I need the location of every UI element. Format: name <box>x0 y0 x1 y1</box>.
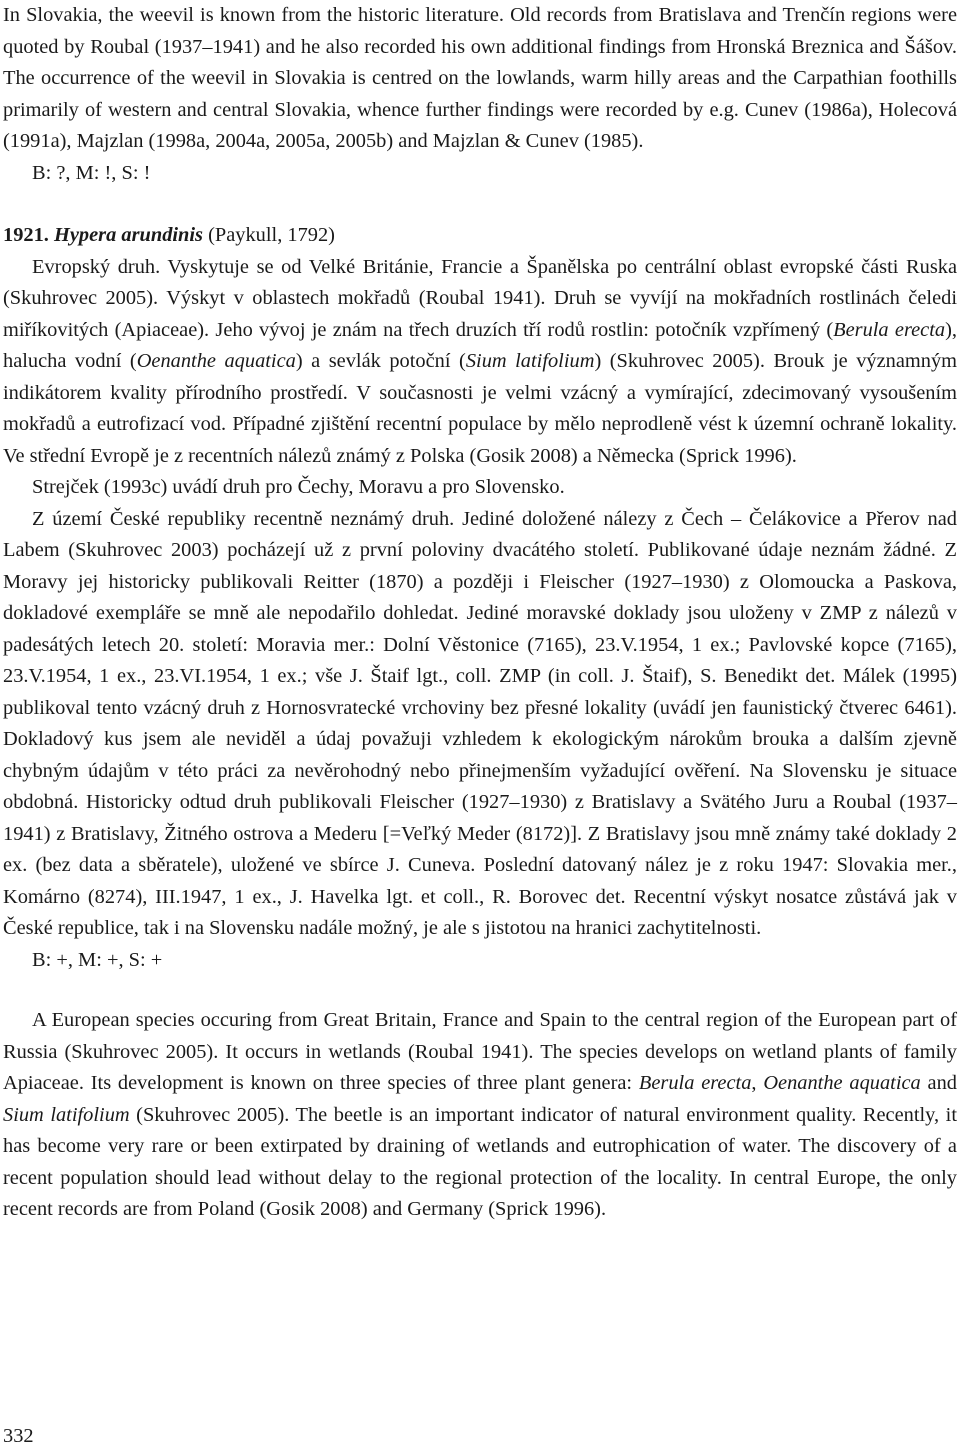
czech-distribution-codes: B: +, M: +, S: + <box>32 948 163 971</box>
species-number: 1921. <box>3 224 49 246</box>
intro-paragraph: In Slovakia, the weevil is known from the historic literature. Old records from Bratislava and Trenčín regions were quoted by Roubal (1937–1941) and he also recorded his own additional findings from Hronská Breznica and Šášov. The occurrence of the weevil in Slovakia is centred on the lowlands, warm hilly areas and the Carpathian foothills primarily of western and central Slovakia, whence further findings were recorded by e.g. Cunev (1986a), Holecová (1991a), Majzlan (1998a, 2004a, 2005a, 2005b) and Majzlan & Cunev (1985). <box>3 4 957 152</box>
czech-paragraph-1: Evropský druh. Vyskytuje se od Velké Británie, Francie a Španělska po centrální oblast evropské části Ruska (Skuhrovec 2005). Výskyt v oblastech mokřadů (Roubal 1941). Druh se vyvíjí na mokřadních rostlinách čeledi miříkovitých (Apiaceae). Jeho vývoj je znám na třech druzích tří rodů rostlin: potočník vzpřímený (Berula erecta), halucha vodní (Oenanthe aquatica) a sevlák potoční (Sium latifolium) (Skuhrovec 2005). Brouk je významným indikátorem kvality přírodního prostředí. V současnosti je velmi vzácný a vymírající, zdecimovaný vysoušením mokřadů a eutrofizací vod. Případné zjištění recentní populace by mělo neprodleně vést k územní ochraně lokality. Ve střední Evropě je z recentních nálezů známý z Polska (Gosik 2008) a Německa (Sprick 1996). <box>3 255 957 467</box>
intro-distribution-codes: B: ?, M: !, S: ! <box>32 161 151 184</box>
species-heading <box>3 220 957 252</box>
taxon-berula-en: Berula erecta <box>638 1072 752 1094</box>
taxon-sium: Sium latifolium <box>465 350 595 372</box>
page-number: 332 <box>3 1425 34 1447</box>
species-author: (Paykull, 1792) <box>208 224 335 246</box>
taxon-oenanthe: Oenanthe aquatica <box>136 350 296 372</box>
page-body <box>3 0 957 1226</box>
taxon-sium-en: Sium latifolium <box>3 1103 130 1126</box>
species-name: Hypera arundinis <box>54 224 203 246</box>
taxon-berula: Berula erecta <box>833 318 946 341</box>
english-summary: A European species occuring from Great Britain, France and Spain to the central region of the European part of Russia (Skuhrovec 2005). It occurs in wetlands (Roubal 1941). The species develops on wetland plants of family Apiaceae. Its development is known on three species of three plant genera: Berula erecta, Oenanthe aquatica and Sium latifolium (Skuhrovec 2005). The beetle is an important indicator of natural environment quality. Recently, it has become very rare or been extirpated by draining of wetlands and eutrophication of water. The discovery of a recent population should lead without delay to the regional protection of the locality. In central Europe, the only recent records are from Poland (Gosik 2008) and Germany (Sprick 1996). <box>3 1009 958 1220</box>
czech-paragraph-2: Strejček (1993c) uvádí druh pro Čechy, Moravu a pro Slovensko. <box>32 476 565 498</box>
czech-paragraph-3: Z území České republiky recentně neznámý druh. Jediné doložené nálezy z Čech – Čelákovice a Přerov nad Labem (Skuhrovec 2003) pocházejí už z první poloviny dvacátého století. Publikované údaje neznám žádné. Z Moravy jej historicky publikovali Reitter (1870) a později i Fleischer (1927–1930) z Olomoucka a Paskova, dokladové exempláře se mně ale nepodařilo dohledat. Jediné moravské doklady jsou uloženy v ZMP z nálezů v padesátých letech 20. století: Moravia mer.: Dolní Věstonice (7165), 23.V.1954, 1 ex.; Pavlovské kopce (7165), 23.V.1954, 1 ex., 23.VI.1954, 1 ex.; vše J. Štaif lgt., coll. ZMP (in coll. J. Štaif), S. Benedikt det. Málek (1995) publikoval tento vzácný druh z Hornosvratecké vrchoviny bez přesné lokality (uvádí jen faunistický čtverec 6461). Dokladový kus jsem ale neviděl a údaj považuji vzhledem k ekologickým nárokům brouka a dalším zjevně chybným údajům v této práci za nevěrohodný nebo přinejmenším vyžadující ověření. Na Slovensku je situace obdobná. Historicky odtud druh publikovali Fleischer (1927–1930) z Bratislavy a Svätého Juru a Roubal (1937–1941) z Bratislavy, Žitného ostrova a Mederu [=Veľký Meder (8172)]. Z Bratislavy jsou mně známy také doklady 2 ex. (bez data a sběratele), uložené ve sbírce J. Cuneva. Poslední datovaný nález je z roku 1947: Slovakia mer., Komárno (8274), III.1947, 1 ex., J. Havelka lgt. et coll., R. Borovec det. Recentní výskyt nosatce zůstává jak v České republice, tak i na Slovensku nadále možný, je ale s jistotou na hranici zachytitelnosti. <box>3 507 957 939</box>
taxon-oenanthe-en: Oenanthe aquatica <box>763 1072 921 1094</box>
